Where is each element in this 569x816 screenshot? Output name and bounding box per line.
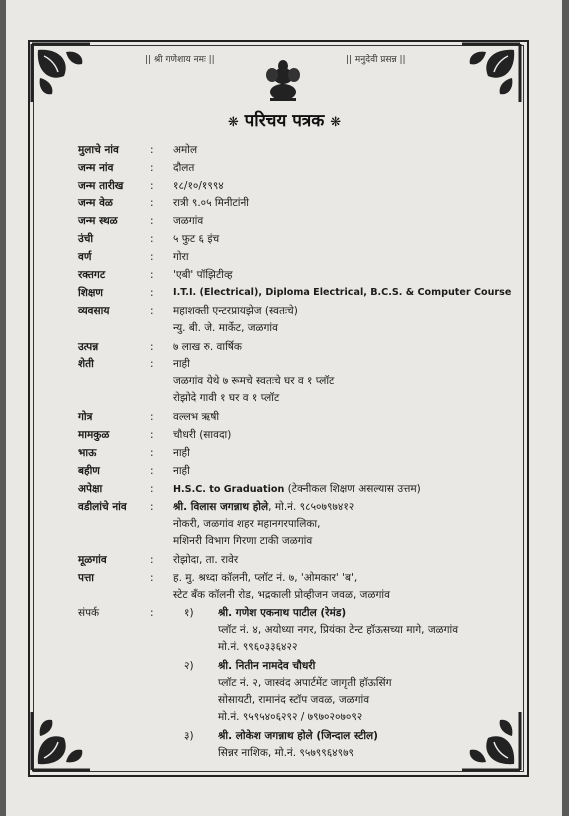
invocation-right: || मनुदेवी प्रसन्न ||: [346, 55, 406, 65]
field-label: रक्तगट: [78, 269, 106, 281]
field-colon: :: [150, 215, 154, 227]
field-label: मामकुळ: [78, 429, 110, 441]
field-value: दौलत: [173, 162, 195, 174]
field-colon: :: [150, 305, 154, 317]
field-label: उत्पन्न: [78, 341, 99, 353]
field-label: जन्म नांव: [78, 162, 114, 174]
field-value: 'एबी' पॉझिटीव्ह: [173, 269, 233, 281]
contact-line: मो.नं. ९५९५४०६२९२ / ७९७०२०७०९२: [218, 711, 363, 723]
star-left-icon: ❋: [227, 115, 239, 130]
floral-corner-icon: [30, 710, 92, 772]
field-label: मूळगांव: [78, 554, 107, 566]
contact-line: सिन्नर नाशिक, मो.नं. ९५७९९६४९७९: [218, 747, 355, 759]
field-value-continued: न्यु. बी. जे. मार्केट, जळगांव: [173, 322, 278, 334]
field-colon: :: [150, 447, 154, 459]
field-value: नाही: [173, 358, 190, 370]
contact-label: संपर्क: [78, 607, 100, 619]
title-text: परिचय पत्रक: [244, 111, 325, 131]
field-value-continued: स्टेट बँक कॉलनी रोड, भद्रकाली प्रोव्हीजन जवळ, जळगांव: [173, 589, 390, 601]
field-label: वडीलांचे नांव: [78, 501, 127, 513]
floral-corner-icon: [460, 710, 522, 772]
field-value-continued: मशिनरी विभाग गिरणा टाकी जळगांव: [173, 535, 313, 547]
field-value: रोझोदा, ता. रावेर: [173, 554, 239, 566]
field-colon: :: [150, 465, 154, 477]
ganesh-icon: [264, 58, 302, 102]
field-label: व्यवसाय: [78, 305, 110, 317]
field-colon: :: [150, 197, 154, 209]
field-colon: :: [150, 251, 154, 263]
page-title: [0, 108, 569, 131]
field-label: मुलाचे नांव: [78, 144, 119, 156]
field-colon: :: [150, 341, 154, 353]
field-label: भाऊ: [78, 447, 97, 459]
field-value-bold: H.S.C. to Graduation: [173, 484, 285, 495]
field-label: शेती: [78, 358, 94, 370]
contact-number: २): [184, 660, 194, 672]
field-colon: :: [150, 358, 154, 370]
field-value: ह. मु. श्रध्दा कॉलनी, प्लॉट नं. ७, 'ओमकार' 'ब',: [173, 572, 358, 584]
field-colon: :: [150, 607, 154, 619]
field-value: ५ फुट ६ इंच: [173, 233, 220, 245]
field-label: वर्ण: [78, 251, 92, 263]
field-label: शिक्षण: [78, 287, 103, 299]
field-colon: :: [150, 411, 154, 423]
field-colon: :: [150, 287, 154, 299]
field-colon: :: [150, 180, 154, 192]
floral-corner-icon: [460, 42, 522, 104]
contact-number: १): [184, 607, 194, 619]
field-label: जन्म स्थळ: [78, 215, 118, 227]
field-colon: :: [150, 162, 154, 174]
field-value: महाशक्ती एन्टरप्रायझेज (स्वतःचे): [173, 305, 298, 317]
field-value: [173, 482, 421, 497]
contact-line: प्लॉट नं. २, जास्वंद अपार्टमेंट जागृती हॉऊसिंग: [218, 677, 392, 689]
field-value-rest: (टेक्नीकल शिक्षण असल्यास उत्तम): [284, 483, 421, 495]
field-value: नाही: [173, 447, 190, 459]
field-colon: :: [150, 554, 154, 566]
floral-corner-icon: [30, 42, 92, 104]
contact-name: श्री. गणेश एकनाथ पाटील (रेमंड): [218, 607, 347, 619]
field-value: १८/१०/१९९४: [173, 180, 224, 192]
field-colon: :: [150, 233, 154, 245]
star-right-icon: ❋: [330, 115, 342, 130]
field-value: नाही: [173, 465, 190, 477]
field-label: जन्म तारीख: [78, 180, 124, 192]
field-value: जळगांव: [173, 215, 204, 227]
field-colon: :: [150, 429, 154, 441]
field-value: I.T.I. (Electrical), Diploma Electrical, B.C.S. & Computer Course: [173, 287, 512, 298]
field-value-continued: रोझोदे गावी १ घर व १ प्लॉट: [173, 392, 280, 404]
field-value: अमोल: [173, 144, 198, 156]
field-colon: :: [150, 269, 154, 281]
field-colon: :: [150, 144, 154, 156]
field-label: अपेक्षा: [78, 483, 103, 495]
field-colon: :: [150, 483, 154, 495]
contact-line: मो.नं. ९९६०३३६४२२: [218, 641, 298, 653]
field-label: जन्म वेळ: [78, 197, 113, 209]
field-value: [173, 500, 354, 514]
field-label: गोत्र: [78, 411, 93, 423]
contact-number: ३): [184, 730, 194, 742]
field-value-continued: नोकरी, जळगांव शहर महानगरपालिका,: [173, 518, 321, 530]
contact-name: श्री. नितीन नामदेव चौधरी: [218, 660, 316, 672]
field-value-continued: जळगांव येथे ७ रूमचे स्वतःचे घर व १ प्लॉट: [173, 375, 335, 387]
field-colon: :: [150, 501, 154, 513]
field-colon: :: [150, 572, 154, 584]
field-value: ७ लाख रु. वार्षिक: [173, 341, 242, 353]
field-label: बहीण: [78, 465, 100, 477]
field-value: रात्री ९.०५ मिनीटांनी: [173, 197, 250, 209]
field-label: उंची: [78, 233, 94, 245]
contact-name: श्री. लोकेश जगन्नाथ होले (जिन्दाल स्टील): [218, 730, 378, 742]
invocation-left: || श्री गणेशाय नमः ||: [145, 55, 215, 65]
contact-line: सोसायटी, रामानंद स्टॉप जवळ, जळगांव: [218, 694, 370, 706]
field-value: वल्लभ ऋषी: [173, 411, 220, 423]
field-value: गोरा: [173, 251, 189, 263]
field-label: पत्ता: [78, 572, 94, 584]
field-value: चौधरी (सावदा): [173, 429, 232, 441]
field-value-rest: , मो.नं. ९८५०७९७४१२: [268, 501, 355, 513]
contact-line: प्लॉट नं. ४, अयोध्या नगर, प्रियंका टेन्ट हॉऊसच्या मागे, जळगांव: [218, 624, 459, 636]
field-value-bold: श्री. विलास जगन्नाथ होले: [173, 501, 269, 513]
